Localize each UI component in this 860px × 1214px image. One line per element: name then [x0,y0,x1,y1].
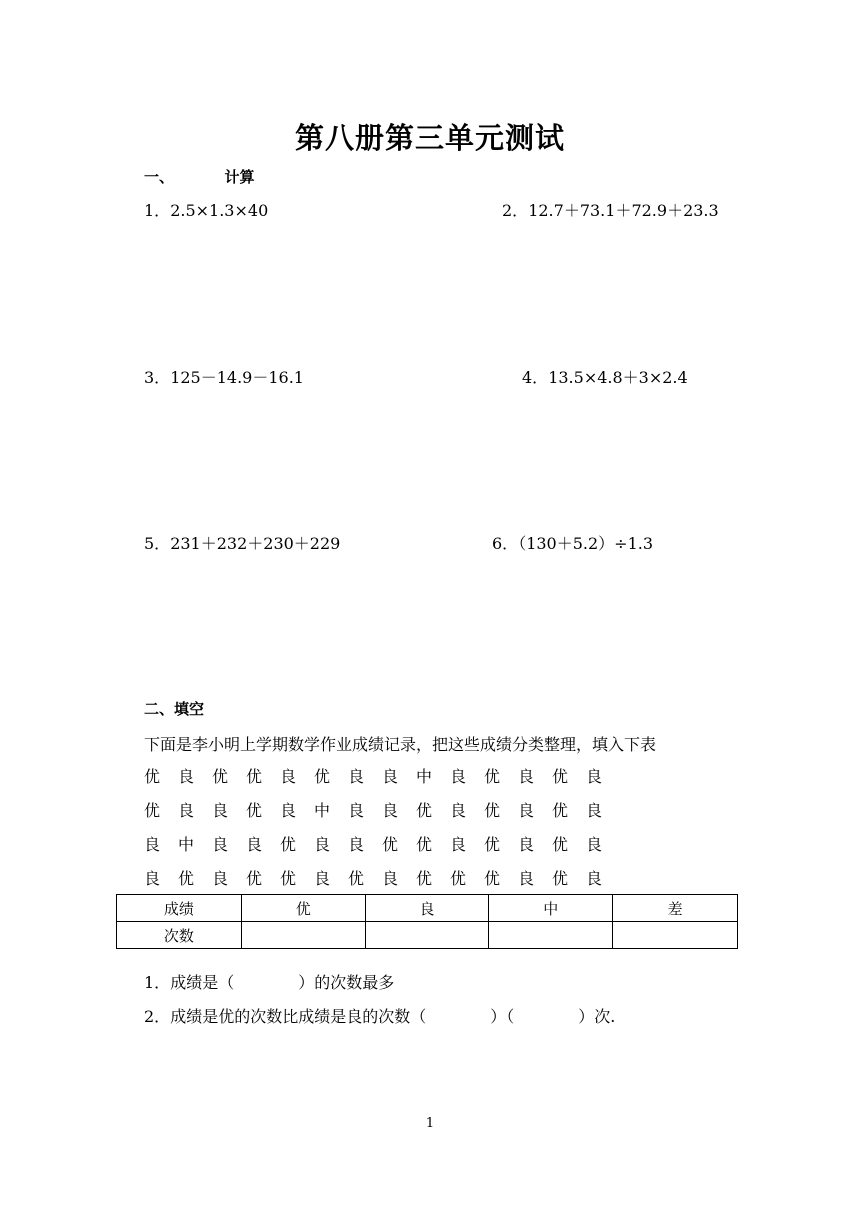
grade-cell: 良 [144,835,161,854]
grade-cell: 良 [382,869,399,888]
question-text: 成绩是优的次数比成绩是良的次数（ ）（ ）次. [170,1007,616,1026]
grade-cell: 良 [280,767,297,786]
grade-summary-table [116,894,738,949]
page-title: 第八册第三单元测试 [294,121,565,155]
problem-2 [502,198,719,221]
grade-cell: 优 [484,767,501,786]
table-header-cell: 优 [241,895,365,922]
grade-cell: 优 [416,801,433,820]
grade-cell: 良 [518,869,535,888]
grade-cell: 良 [586,835,603,854]
problem-number: 1． [144,201,171,220]
grade-cell: 良 [586,801,603,820]
grade-cell: 优 [246,801,263,820]
grade-cell: 良 [144,869,161,888]
grade-cell: 良 [382,801,399,820]
question-1 [144,970,394,993]
grade-cell: 良 [314,835,331,854]
grade-cell: 良 [280,801,297,820]
grade-cell: 良 [348,801,365,820]
grade-cell: 良 [314,869,331,888]
grade-cell: 良 [212,869,229,888]
grade-cell: 良 [212,835,229,854]
question-number: 2． [144,1007,171,1026]
grade-cell: 优 [144,767,161,786]
problem-expression: 2.5×1.3×40 [170,201,269,220]
grade-cell: 中 [416,767,433,786]
problem-expression: 125－14.9－16.1 [170,368,304,387]
problem-expression: 12.7＋73.1＋72.9＋23.3 [528,201,719,220]
problem-expression: （130＋5.2）÷1.3 [518,534,654,553]
table-row [117,922,738,949]
problem-number: 2． [502,201,529,220]
problem-5 [144,531,340,554]
table-header-row [117,895,738,922]
grade-cell: 中 [314,801,331,820]
section1-number: 一、 [144,168,175,186]
grade-cell: 优 [552,767,569,786]
grade-cell: 良 [348,835,365,854]
grade-cell: 中 [178,835,195,854]
grade-cell: 优 [246,767,263,786]
grade-cell: 良 [518,801,535,820]
grade-cell: 良 [518,835,535,854]
grade-cell: 良 [586,869,603,888]
grade-records [144,764,620,900]
grade-cell: 优 [348,869,365,888]
grade-cell: 良 [450,767,467,786]
grade-cell: 优 [314,767,331,786]
problem-expression: 231＋232＋230＋229 [170,534,341,553]
section1-label: 计算 [224,168,255,186]
question-text: 成绩是（ ）的次数最多 [170,973,395,992]
problem-number: 5． [144,534,171,553]
grade-cell: 优 [212,767,229,786]
table-row-label: 次数 [117,922,242,949]
grade-cell: 良 [178,767,195,786]
grade-cell: 优 [246,869,263,888]
grade-cell: 良 [450,835,467,854]
problem-number: 3． [144,368,171,387]
page-number: 1 [425,1116,435,1131]
section2-heading: 二、填空 [144,700,205,718]
grade-cell: 优 [484,835,501,854]
grade-cell: 良 [212,801,229,820]
grade-cell: 优 [450,869,467,888]
grade-cell: 优 [280,835,297,854]
grade-cell: 优 [178,869,195,888]
question-number: 1． [144,973,171,992]
problem-4 [522,365,688,388]
table-header-cell: 成绩 [117,895,242,922]
problem-number: 4． [522,368,549,387]
grade-cell: 良 [178,801,195,820]
grade-cell: 优 [552,801,569,820]
problem-6 [492,531,653,554]
grade-cell: 优 [484,869,501,888]
grade-cell: 优 [382,835,399,854]
table-header-cell: 良 [365,895,489,922]
grade-cell: 优 [484,801,501,820]
grade-row-1 [144,764,620,798]
grade-cell: 良 [450,801,467,820]
question-2 [144,1004,615,1027]
table-header-cell: 差 [613,895,738,922]
grade-cell: 良 [586,767,603,786]
grade-cell: 优 [416,835,433,854]
problem-number: 6． [492,534,519,553]
grade-cell: 优 [280,869,297,888]
problem-expression: 13.5×4.8＋3×2.4 [548,368,688,387]
table-header-cell: 中 [489,895,613,922]
section1-heading [144,166,255,187]
grade-cell: 优 [552,835,569,854]
grade-cell: 良 [348,767,365,786]
count-blank-cell[interactable] [241,922,365,949]
count-blank-cell[interactable] [613,922,738,949]
count-blank-cell[interactable] [489,922,613,949]
problem-3 [144,365,304,388]
grade-cell: 优 [552,869,569,888]
grade-cell: 良 [246,835,263,854]
grade-cell: 良 [518,767,535,786]
section2-intro: 下面是李小明上学期数学作业成绩记录，把这些成绩分类整理，填入下表 [144,735,657,754]
grade-cell: 优 [416,869,433,888]
grade-row-2 [144,798,620,832]
count-blank-cell[interactable] [365,922,489,949]
grade-row-3 [144,832,620,866]
grade-cell: 良 [382,767,399,786]
grade-cell: 优 [144,801,161,820]
problem-1 [144,198,268,221]
